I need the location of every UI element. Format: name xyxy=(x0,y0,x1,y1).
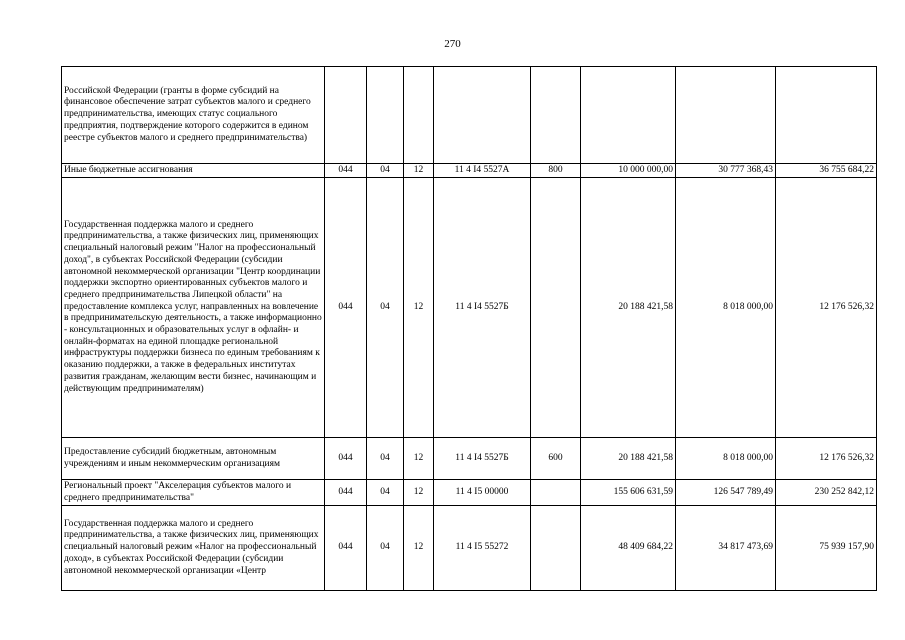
table-row xyxy=(62,480,877,506)
amount-year-1 xyxy=(581,67,676,164)
target-article: 11 4 I4 5527Б xyxy=(434,438,531,480)
expense-type: 600 xyxy=(531,438,581,480)
amount-year-3: 12 176 526,32 xyxy=(776,438,877,480)
amount-year-2: 126 547 789,49 xyxy=(676,480,776,506)
ministry-code: 044 xyxy=(325,506,367,591)
amount-year-1: 48 409 684,22 xyxy=(581,506,676,591)
amount-year-2: 34 817 473,69 xyxy=(676,506,776,591)
amount-year-1: 20 188 421,58 xyxy=(581,178,676,438)
ministry-code: 044 xyxy=(325,438,367,480)
ministry-code: 044 xyxy=(325,178,367,438)
row-description: Предоставление субсидий бюджетным, автономным учреждениям и иным некоммерческим организациям xyxy=(62,438,325,480)
amount-year-1: 20 188 421,58 xyxy=(581,438,676,480)
expense-type xyxy=(531,178,581,438)
target-article xyxy=(434,67,531,164)
amount-year-2 xyxy=(676,67,776,164)
amount-year-3: 12 176 526,32 xyxy=(776,178,877,438)
table-row xyxy=(62,67,877,164)
section-code: 04 xyxy=(367,506,404,591)
subsection-code: 12 xyxy=(404,480,434,506)
target-article: 11 4 I5 00000 xyxy=(434,480,531,506)
table-row xyxy=(62,438,877,480)
subsection-code: 12 xyxy=(404,178,434,438)
target-article: 11 4 I4 5527Б xyxy=(434,178,531,438)
section-code: 04 xyxy=(367,480,404,506)
subsection-code: 12 xyxy=(404,438,434,480)
section-code: 04 xyxy=(367,164,404,178)
subsection-code: 12 xyxy=(404,164,434,178)
page-number: 270 xyxy=(444,38,461,50)
amount-year-2: 8 018 000,00 xyxy=(676,438,776,480)
target-article: 11 4 I5 55272 xyxy=(434,506,531,591)
amount-year-3 xyxy=(776,67,877,164)
expense-type xyxy=(531,480,581,506)
expense-type xyxy=(531,67,581,164)
ministry-code: 044 xyxy=(325,480,367,506)
row-description: Иные бюджетные ассигнования xyxy=(62,164,325,178)
expense-type xyxy=(531,506,581,591)
subsection-code xyxy=(404,67,434,164)
section-code: 04 xyxy=(367,438,404,480)
ministry-code xyxy=(325,67,367,164)
row-description: Государственная поддержка малого и среднего предпринимательства, а также физических лиц, применяющих специальный налоговый режим «Налог на профессиональный доход», в субъектах Российской Федерации (субсидии автономной некоммерческой организации «Центр xyxy=(62,506,325,591)
amount-year-3: 230 252 842,12 xyxy=(776,480,877,506)
row-description: Государственная поддержка малого и среднего предпринимательства, а также физических лиц, применяющих специальный налоговый режим "Налог на профессиональный доход", в субъектах Российской Федерации (субсидии автономной некоммерческой организации "Центр координации поддержки экспортно ориентированных субъектов малого и среднего предпринимательства Липецкой области" на предоставление комплекса услуг, направленных на вовлечение в предпринимательскую деятельность, а также информационно - консультационных и образовательных услуг в офлайн- и онлайн-форматах на единой площадке региональной инфраструктуры поддержки бизнеса по единым требованиям к оказанию поддержки, а также в федеральных институтах развития гражданам, желающим вести бизнес, начинающим и действующим предпринимателям) xyxy=(62,178,325,438)
amount-year-3: 36 755 684,22 xyxy=(776,164,877,178)
amount-year-2: 8 018 000,00 xyxy=(676,178,776,438)
row-description: Российской Федерации (гранты в форме субсидий на финансовое обеспечение затрат субъектов малого и среднего предпринимательства, имеющих статус социального предприятия, подтверждение которого содержится в едином реестре субъектов малого и среднего предпринимательства) xyxy=(62,67,325,164)
section-code xyxy=(367,67,404,164)
amount-year-2: 30 777 368,43 xyxy=(676,164,776,178)
subsection-code: 12 xyxy=(404,506,434,591)
amount-year-3: 75 939 157,90 xyxy=(776,506,877,591)
table-row xyxy=(62,178,877,438)
expense-type: 800 xyxy=(531,164,581,178)
table-row xyxy=(62,506,877,591)
ministry-code: 044 xyxy=(325,164,367,178)
table-row xyxy=(62,164,877,178)
target-article: 11 4 I4 5527А xyxy=(434,164,531,178)
row-description: Региональный проект "Акселерация субъектов малого и среднего предпринимательства" xyxy=(62,480,325,506)
amount-year-1: 155 606 631,59 xyxy=(581,480,676,506)
budget-table xyxy=(61,66,877,591)
amount-year-1: 10 000 000,00 xyxy=(581,164,676,178)
section-code: 04 xyxy=(367,178,404,438)
